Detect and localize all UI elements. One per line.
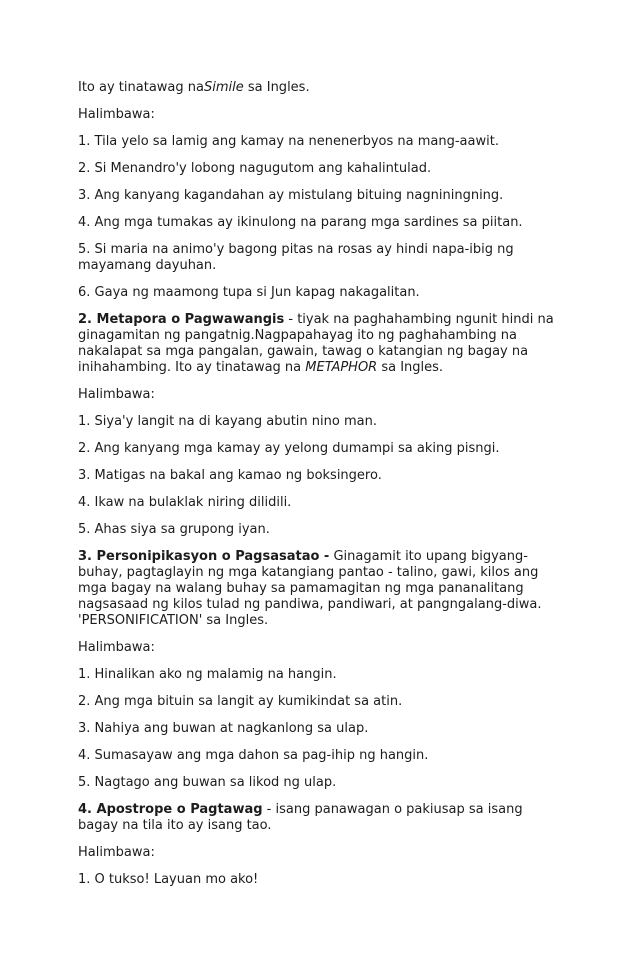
simile-example-3: 3. Ang kanyang kagandahan ay mistulang bituing nagniningning. [78,188,504,203]
personipikasyon-example-4: 4. Sumasayaw ang mga dahon sa pag-ihip ng hangin. [78,748,429,763]
personipikasyon-example-2: 2. Ang mga bituin sa langit ay kumikindat sa atin. [78,694,403,709]
personipikasyon-paragraph [78,549,558,629]
metapora-heading: 2. Metapora o Pagwawangis [78,312,285,327]
metapora-example-1: 1. Siya'y langit na di kayang abutin nino man. [78,414,377,429]
intro-text-before: Ito ay tinatawag na [78,80,204,95]
personipikasyon-example-1: 1. Hinalikan ako ng malamig na hangin. [78,667,337,682]
simile-halimbawa-label: Halimbawa: [78,107,155,122]
personipikasyon-example-5: 5. Nagtago ang buwan sa likod ng ulap. [78,775,337,790]
apostrope-example-1: 1. O tukso! Layuan mo ako! [78,872,259,887]
metapora-halimbawa-label: Halimbawa: [78,387,155,402]
metapora-italic-term: METAPHOR [305,360,378,375]
apostrope-halimbawa-label: Halimbawa: [78,845,155,860]
metapora-example-4: 4. Ikaw na bulaklak niring dilidili. [78,495,292,510]
intro-paragraph [78,80,558,96]
metapora-body: - tiyak na paghahambing ngunit hindi na ginagamitan ng pangatnig.Nagpapahayag ito ng paghahambing na nakalapat sa mga pangalan, gawain, tawag o katangian ng bagay na inihahambing. Ito ay tinatawag na [78,312,554,375]
apostrope-heading: 4. Apostrope o Pagtawag [78,802,263,817]
simile-example-1: 1. Tila yelo sa lamig ang kamay na nenenerbyos na mang-aawit. [78,134,499,149]
metapora-after: sa Ingles. [377,360,444,375]
metapora-example-3: 3. Matigas na bakal ang kamao ng boksingero. [78,468,382,483]
personipikasyon-heading: 3. Personipikasyon o Pagsasatao - [78,549,330,564]
apostrope-paragraph [78,802,558,834]
personipikasyon-halimbawa-label: Halimbawa: [78,640,155,655]
metapora-paragraph [78,312,558,376]
metapora-example-5: 5. Ahas siya sa grupong iyan. [78,522,270,537]
personipikasyon-body: Ginagamit ito upang bigyang-buhay, pagtaglayin ng mga katangiang pantao - talino, gawi, kilos ang mga bagay na walang buhay sa pamamagitan ng mga pananalitang nagsasaad ng kilos tulad ng pandiwa, pandiwari, at pangngalang-diwa. 'PERSONIFICATION' sa Ingles. [78,549,542,628]
simile-example-6: 6. Gaya ng maamong tupa si Jun kapag nakagalitan. [78,285,420,300]
intro-text-after: sa Ingles. [243,80,310,95]
personipikasyon-example-3: 3. Nahiya ang buwan at nagkanlong sa ulap. [78,721,369,736]
simile-example-4: 4. Ang mga tumakas ay ikinulong na parang mga sardines sa piitan. [78,215,523,230]
intro-italic-term: Simile [203,80,244,95]
document-body [78,80,558,899]
apostrope-body: - isang panawagan o pakiusap sa isang bagay na tila ito ay isang tao. [78,802,523,833]
simile-example-5: 5. Si maria na animo'y bagong pitas na rosas ay hindi napa-ibig ng mayamang dayuhan. [78,242,514,273]
simile-example-2: 2. Si Menandro'y lobong nagugutom ang kahalintulad. [78,161,432,176]
metapora-example-2: 2. Ang kanyang mga kamay ay yelong dumampi sa aking pisngi. [78,441,500,456]
